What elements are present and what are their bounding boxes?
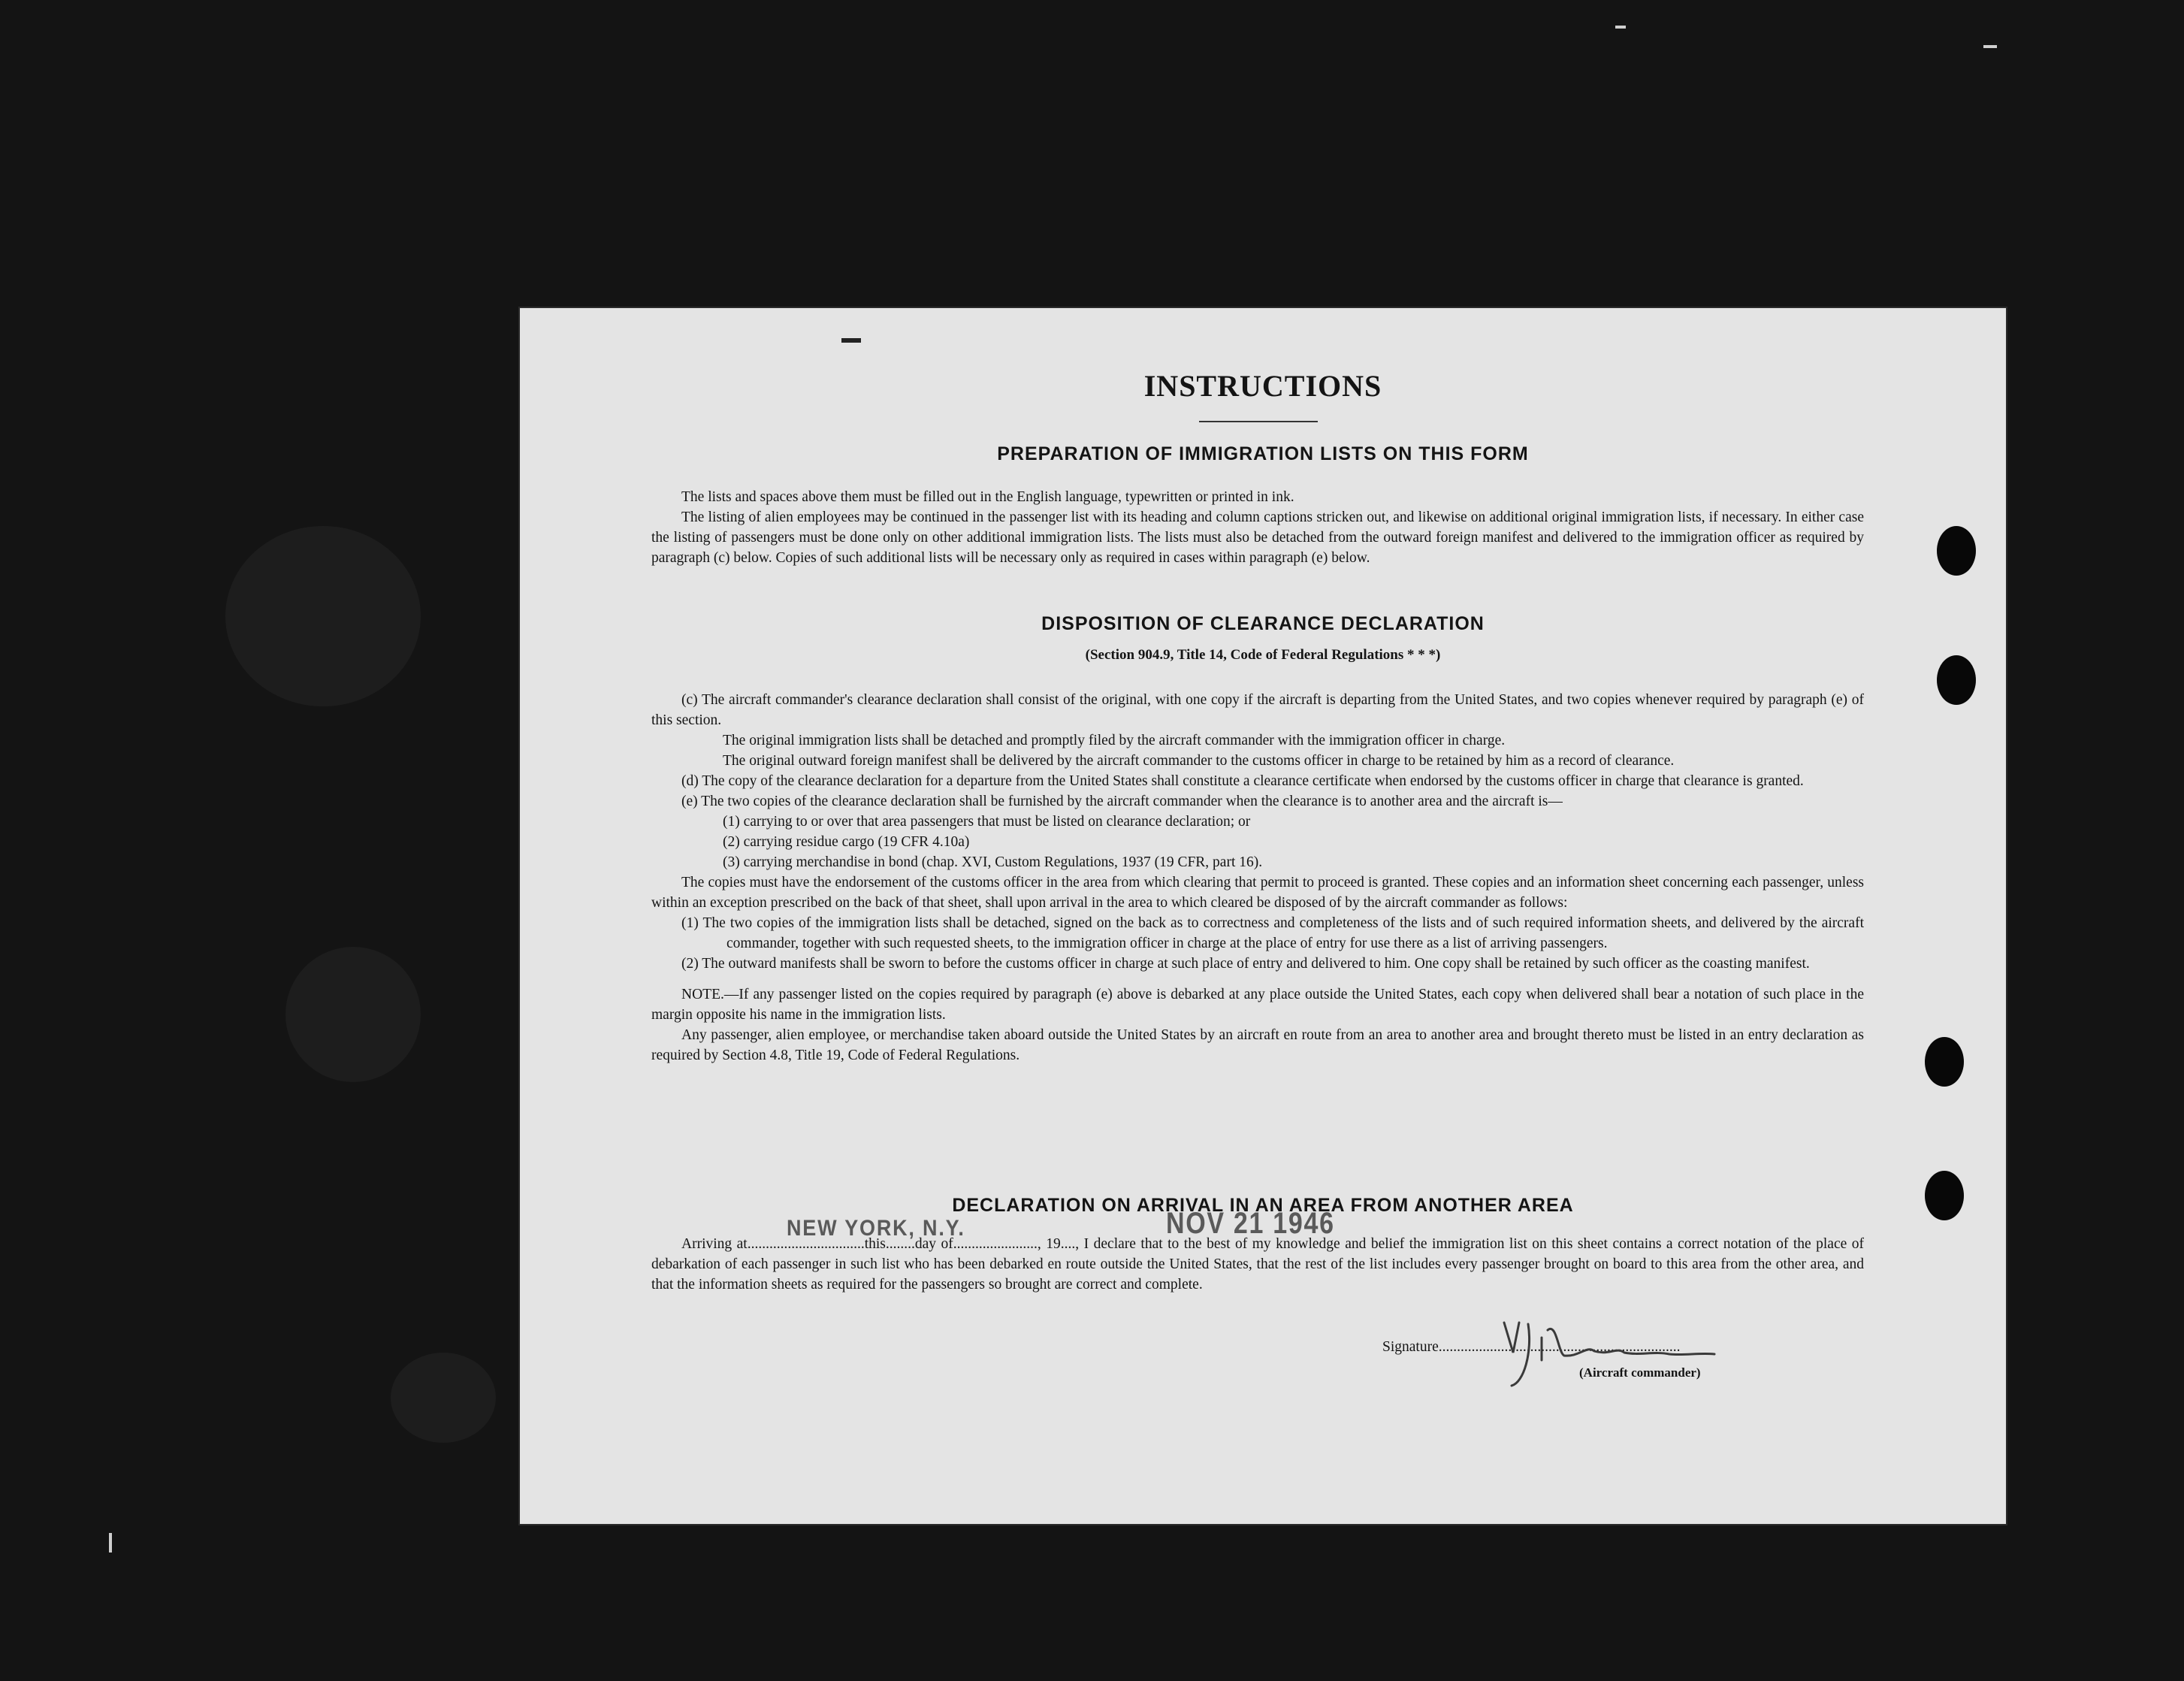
scan-speck [1615, 26, 1626, 29]
year-label: , 19 [1037, 1236, 1061, 1252]
place-stamp: NEW YORK, N.Y. [787, 1216, 965, 1241]
paragraph: The lists and spaces above them must be filled out in the English language, typewritten or printed in ink. [681, 489, 1294, 505]
instructions-sheet [520, 308, 2006, 1524]
day-field: ........ [885, 1236, 915, 1252]
paragraph-e2: (2) carrying residue cargo (19 CFR 4.10a) [723, 834, 970, 850]
arriving-field: ................................ [747, 1236, 865, 1252]
signature-label: Signature [1382, 1339, 1439, 1355]
paragraph-c1: The original immigration lists shall be detached and promptly filed by the aircraft commander with the immigration officer in charge. [723, 733, 1506, 748]
note-paragraph: NOTE.—If any passenger listed on the copies required by paragraph (e) above is debarked at any place outside the United States, each copy when delivered shall bear a notation of such place in the margin opposite his name in the immigration lists. [651, 987, 1864, 1023]
section-heading-declaration: DECLARATION ON ARRIVAL IN AN AREA FROM ANOTHER AREA [952, 1195, 1574, 1216]
scan-speck [109, 1533, 112, 1553]
paper-mark [841, 338, 861, 343]
paragraph-e3: (3) carrying merchandise in bond (chap. XVI, Custom Regulations, 1937 (19 CFR, part 16). [723, 854, 1263, 870]
paragraph-f2: (2) The outward manifests shall be sworn to before the customs officer in charge at such place of entry and delivered to him. One copy shall be retained by such officer as the coasting manifest. [681, 956, 1810, 972]
scan-speck [1983, 45, 1997, 48]
signature-caption: (Aircraft commander) [1579, 1365, 1701, 1380]
month-field: ....................... [953, 1236, 1038, 1252]
paragraph-f1: (1) The two copies of the immigration lists shall be detached, signed on the back as to correctness and completeness of the lists and of such required information sheets, and delivered by the aircraft commander, together with such requested sheets, to the immigration officer in charge at the place of entry for use there as a list of arriving passengers. [681, 915, 1864, 951]
title-rule [1199, 421, 1318, 422]
paragraph-copies: The copies must have the endorsement of the customs officer in the area from which clearing that permit to proceed is granted. These copies and an information sheet concerning each passenger, unless within an exception prescribed on the back of that sheet, shall upon arrival in the area to which cleared be disposed of by the aircraft commander as follows: [651, 875, 1864, 911]
paragraph-d: (d) The copy of the clearance declaration for a departure from the United States shall constitute a clearance certificate when endorsed by the customs officer in charge that clearance is granted. [681, 773, 1804, 789]
paragraph-any: Any passenger, alien employee, or merchandise taken aboard outside the United States by an aircraft en route from an area to another area and brought thereto must be listed in an entry declaration as required by Section 4.8, Title 19, Code of Federal Regulations. [651, 1027, 1864, 1063]
paragraph-e: (e) The two copies of the clearance declaration shall be furnished by the aircraft commander when the clearance is to another area and the aircraft is— [681, 794, 1563, 809]
year-field: .... [1060, 1236, 1076, 1252]
paragraph-c2: The original outward foreign manifest shall be delivered by the aircraft commander to the customs officer in charge to be retained by him as a record of clearance. [723, 753, 1675, 769]
declaration-text [651, 1234, 1864, 1295]
page-title: INSTRUCTIONS [1143, 369, 1382, 403]
background-blot [225, 526, 421, 706]
this-label: this [864, 1236, 886, 1252]
punch-hole [1925, 1037, 1964, 1087]
signature-field: .................................................................. [1438, 1339, 1681, 1355]
background-blot [285, 947, 421, 1082]
paragraph: The listing of alien employees may be continued in the passenger list with its heading and column captions stricken out, and likewise on additional original immigration lists, if necessary. In either case the listing of passengers must be done only on other additional immigration lists. The lists must also be detached from the outward foreign manifest and delivered to the immigration officer as required by paragraph (c) below. Copies of such additional lists will be necessary only as required in cases within paragraph (e) below. [651, 509, 1864, 566]
declaration-body: , I declare that to the best of my knowledge and belief the immigration list on this sheet contains a correct notation of the place of debarkation of each passenger in such list who has been debarked en route outside the United States, that the rest of the list includes every passenger brought on board to this area from the other area, and that the information sheets as required for the passengers so brought are correct and complete. [651, 1236, 1864, 1292]
paragraph-c: (c) The aircraft commander's clearance declaration shall consist of the original, with one copy if the aircraft is departing from the United States, and two copies whenever required by paragraph (e) of this section. [651, 692, 1864, 728]
arriving-label: Arriving at [681, 1236, 748, 1252]
day-of-label: day of [914, 1236, 953, 1252]
section-heading-preparation: PREPARATION OF IMMIGRATION LISTS ON THIS FORM [997, 443, 1529, 464]
disposition-paragraphs [651, 690, 1864, 1066]
punch-hole [1937, 526, 1976, 576]
preparation-paragraphs [651, 487, 1864, 568]
date-stamp: NOV 21 1946 [1166, 1207, 1335, 1240]
regulation-citation: (Section 904.9, Title 14, Code of Federal Regulations * * *) [1085, 647, 1441, 663]
section-heading-disposition: DISPOSITION OF CLEARANCE DECLARATION [1041, 613, 1485, 634]
background-blot [391, 1353, 496, 1443]
paragraph-e1: (1) carrying to or over that area passengers that must be listed on clearance declaration; or [723, 814, 1251, 830]
